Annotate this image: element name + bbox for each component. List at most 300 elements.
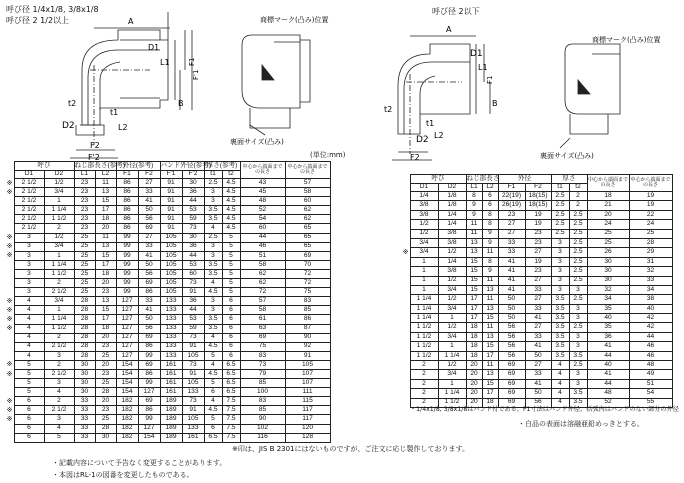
table-cell: 23	[95, 369, 116, 378]
table-cell: 17	[466, 304, 482, 313]
table-cell: 4	[204, 333, 222, 342]
dim-b: B	[178, 99, 184, 108]
table-cell: 13	[482, 332, 498, 341]
table-cell: 6	[14, 406, 44, 415]
table-cell: 15	[466, 257, 482, 266]
table-cell: 42	[629, 314, 672, 323]
table-cell: 27	[525, 323, 551, 332]
table-cell: 2 1/2	[44, 369, 74, 378]
table-row	[400, 238, 672, 247]
right-note-1: ・1/4x1/8, 3/8x1/8はバンド付である。F1寸法はバンド外径、括弧内はバンドのない部分の外径	[410, 406, 679, 413]
table-cell: 46	[629, 351, 672, 360]
r-dim-a: A	[446, 25, 452, 34]
table-cell: 36	[182, 242, 204, 251]
table-cell: 133	[160, 351, 182, 360]
table-cell: 3.5	[204, 324, 222, 333]
left-marking-label: 商標マーク(凸み)位置	[260, 16, 329, 24]
table-cell: 20	[466, 398, 482, 407]
table-cell: 6	[222, 306, 240, 315]
table-cell: 4.5	[204, 406, 222, 415]
table-cell: 1 1/2	[410, 342, 438, 351]
dim-f1: F1	[188, 57, 196, 66]
table-row	[400, 389, 672, 398]
table-cell: 4	[551, 379, 569, 388]
table-cell: 30	[182, 233, 204, 242]
table-cell: 1 1/4	[410, 295, 438, 304]
table-cell: 2	[44, 279, 74, 288]
table-cell: 75	[285, 288, 330, 297]
row-mark: ※	[6, 406, 13, 414]
table-cell: 11	[466, 229, 482, 238]
table-cell: 27	[138, 179, 160, 188]
table-cell: 1 1/4	[410, 304, 438, 313]
table-cell: 7.5	[222, 415, 240, 424]
table-cell: 62	[240, 269, 285, 278]
table-cell: 83	[285, 297, 330, 306]
row-mark: ※	[6, 243, 13, 251]
table-cell: 2.5	[569, 210, 587, 219]
table-cell: 69	[138, 333, 160, 342]
left-col-row: D1 D2 L1 L2 F1 F2 F'1 F'2 t1 t2	[4, 171, 330, 179]
table-cell: 31	[629, 257, 672, 266]
table-cell: 2	[410, 389, 438, 398]
table-cell: 3	[204, 306, 222, 315]
table-cell: 3	[204, 251, 222, 260]
table-cell: 86	[116, 215, 138, 224]
table-cell: 99	[116, 233, 138, 242]
table-cell: 42	[629, 323, 672, 332]
table-cell: 52	[240, 206, 285, 215]
table-cell: 48	[240, 197, 285, 206]
table-cell: 1/4	[410, 192, 438, 201]
table-cell: 99	[116, 251, 138, 260]
table-cell: 25	[95, 351, 116, 360]
row-mark: ※	[6, 415, 13, 423]
table-cell: 1 1/2	[44, 215, 74, 224]
table-row	[400, 285, 672, 294]
row-mark	[400, 389, 410, 398]
table-cell: 107	[285, 369, 330, 378]
table-cell: 52	[587, 398, 629, 407]
table-cell: 3/8	[438, 267, 466, 276]
table-cell: 69	[498, 398, 525, 407]
table-cell: 23	[74, 179, 95, 188]
table-cell: 4	[14, 333, 44, 342]
table-cell: 2	[44, 360, 74, 369]
table-cell: 17	[466, 295, 482, 304]
table-cell: 56	[498, 323, 525, 332]
table-cell: 28	[95, 388, 116, 397]
table-cell: 32	[629, 267, 672, 276]
table-cell: 1 1/4	[438, 389, 466, 398]
table-cell: 105	[182, 351, 204, 360]
table-cell: 56	[138, 215, 160, 224]
table-cell: 2 1/2	[44, 288, 74, 297]
table-cell: 1/2	[438, 276, 466, 285]
table-cell: 18	[466, 351, 482, 360]
table-cell: 73	[240, 360, 285, 369]
table-cell: 85	[285, 306, 330, 315]
table-cell: 3.5	[551, 342, 569, 351]
table-row	[4, 206, 330, 215]
table-cell: 3	[204, 188, 222, 197]
table-cell: 36	[182, 297, 204, 306]
table-cell: 23	[95, 342, 116, 351]
table-cell: 86	[285, 315, 330, 324]
table-row	[400, 351, 672, 360]
r-dim-t2: t2	[384, 105, 393, 114]
table-cell: 91	[182, 369, 204, 378]
table-cell: 19	[629, 192, 672, 201]
right-note-2: ・白品の表面は溶融亜鉛めっきとする。	[518, 420, 644, 428]
table-cell: 50	[525, 389, 551, 398]
table-cell: 3	[551, 267, 569, 276]
table-cell: 6	[222, 333, 240, 342]
r-dim-t1: t1	[426, 119, 435, 128]
table-cell: 128	[285, 433, 330, 442]
table-cell: 73	[182, 224, 204, 233]
dim-l1: L1	[160, 58, 170, 67]
table-cell: 4	[44, 388, 74, 397]
table-cell: 127	[116, 351, 138, 360]
table-cell: 27	[138, 233, 160, 242]
table-cell: 2 1/2	[44, 342, 74, 351]
table-cell: 33	[138, 297, 160, 306]
table-cell: 1	[438, 342, 466, 351]
table-cell: 33	[525, 370, 551, 379]
dim-f1p: F'1	[192, 69, 200, 80]
table-cell: 8	[482, 210, 498, 219]
bottom-note-1: ・記載内容について予告なく変更することがあります。	[52, 459, 227, 467]
table-cell: 13	[466, 248, 482, 257]
r-dim-l2: L2	[434, 131, 444, 140]
table-cell: 1	[410, 257, 438, 266]
table-cell: 3	[14, 251, 44, 260]
table-cell: 30	[74, 360, 95, 369]
table-cell: 127	[138, 424, 160, 433]
table-cell: 189	[160, 415, 182, 424]
table-cell: 38	[629, 295, 672, 304]
table-cell: 17	[482, 351, 498, 360]
table-cell: 5	[222, 233, 240, 242]
table-cell: 1	[410, 267, 438, 276]
table-cell: 3.5	[551, 314, 569, 323]
table-cell: 50	[498, 304, 525, 313]
right-h-gaikei: 外径	[498, 175, 551, 184]
table-row	[4, 415, 330, 424]
table-cell: 117	[285, 406, 330, 415]
table-cell: 3.5	[569, 398, 587, 407]
table-row	[4, 406, 330, 415]
table-cell: 17	[95, 315, 116, 324]
table-cell: 33	[138, 242, 160, 251]
table-cell: 50	[138, 206, 160, 215]
table-cell: 91	[182, 288, 204, 297]
table-cell: 2	[410, 398, 438, 407]
table-cell: 44	[587, 351, 629, 360]
table-cell: 2	[44, 397, 74, 406]
table-cell: 2.5	[569, 323, 587, 332]
table-cell: 1	[438, 314, 466, 323]
table-cell: 6	[204, 424, 222, 433]
table-row	[400, 276, 672, 285]
table-cell: 9	[466, 201, 482, 210]
table-cell: 20	[466, 389, 482, 398]
table-cell: 41	[525, 314, 551, 323]
table-cell: 54	[240, 215, 285, 224]
table-cell: 83	[240, 397, 285, 406]
row-mark	[400, 398, 410, 407]
table-row	[400, 295, 672, 304]
table-cell: 3/4	[410, 238, 438, 247]
row-mark	[4, 379, 14, 388]
table-row	[400, 229, 672, 238]
table-cell: 6	[14, 424, 44, 433]
row-mark	[4, 224, 14, 233]
table-cell: 4	[204, 279, 222, 288]
table-row	[4, 224, 330, 233]
table-cell: 1 1/2	[410, 323, 438, 332]
table-cell: 22(19)	[498, 192, 525, 201]
table-cell: 33	[498, 248, 525, 257]
dim-f2: F2	[90, 141, 100, 150]
table-cell: 25	[95, 415, 116, 424]
table-cell: 36	[587, 332, 629, 341]
dim-f2p: F'2	[88, 153, 100, 162]
table-cell: 4.5	[204, 288, 222, 297]
table-cell: 27	[498, 220, 525, 229]
table-cell: 35	[587, 323, 629, 332]
table-row	[4, 369, 330, 378]
table-cell: 3	[569, 304, 587, 313]
table-cell: 62	[240, 279, 285, 288]
table-cell: 91	[160, 179, 182, 188]
row-mark	[4, 351, 14, 360]
table-cell: 41	[498, 285, 525, 294]
table-cell: 6	[222, 315, 240, 324]
table-cell: 57	[285, 179, 330, 188]
table-cell: 33	[498, 238, 525, 247]
table-cell: 23	[74, 215, 95, 224]
table-cell: 65	[285, 242, 330, 251]
table-cell: 117	[285, 415, 330, 424]
table-cell: 2.5	[551, 220, 569, 229]
table-cell: 1 1/4	[410, 314, 438, 323]
table-cell: 33	[138, 188, 160, 197]
table-cell: 21	[587, 201, 629, 210]
row-mark	[4, 206, 14, 215]
table-cell: 99	[116, 269, 138, 278]
table-cell: 6.5	[204, 433, 222, 442]
table-cell: 44	[240, 233, 285, 242]
table-cell: 92	[285, 342, 330, 351]
table-cell: 154	[116, 360, 138, 369]
table-cell: 2	[44, 333, 74, 342]
table-cell: 3	[551, 238, 569, 247]
table-cell: 61	[240, 315, 285, 324]
table-cell: 90	[285, 333, 330, 342]
table-cell: 2 1/2	[14, 188, 44, 197]
row-mark: ※	[6, 361, 13, 369]
table-cell: 1/2	[438, 295, 466, 304]
table-cell: 29	[629, 248, 672, 257]
table-row	[400, 201, 672, 210]
table-cell: 23	[525, 267, 551, 276]
table-row	[4, 315, 330, 324]
row-mark: ※	[6, 188, 13, 196]
table-cell: 41	[525, 379, 551, 388]
table-cell: 1/2	[44, 233, 74, 242]
table-cell: 161	[160, 360, 182, 369]
table-cell: 189	[160, 433, 182, 442]
dim-a: A	[128, 17, 134, 26]
table-row	[4, 260, 330, 269]
table-cell: 105	[160, 242, 182, 251]
table-cell: 11	[466, 220, 482, 229]
row-mark	[400, 220, 410, 229]
table-cell: 30	[587, 276, 629, 285]
row-mark	[400, 192, 410, 201]
table-cell: 2	[569, 192, 587, 201]
table-cell: 2.5	[569, 276, 587, 285]
table-cell: 5	[14, 388, 44, 397]
table-cell: 1 1/4	[44, 206, 74, 215]
table-cell: 4.5	[222, 206, 240, 215]
table-cell: 4.5	[222, 215, 240, 224]
table-cell: 15	[466, 267, 482, 276]
row-mark	[4, 388, 14, 397]
table-cell: 15	[466, 276, 482, 285]
table-cell: 4	[551, 361, 569, 370]
left-elbow-drawing	[60, 10, 350, 160]
table-cell: 53	[182, 260, 204, 269]
table-cell: 62	[285, 215, 330, 224]
table-cell: 1 1/4	[438, 351, 466, 360]
table-cell: 41	[498, 276, 525, 285]
table-cell: 105	[160, 269, 182, 278]
table-cell: 87	[285, 324, 330, 333]
table-cell: 28	[74, 324, 95, 333]
left-header-line2: 呼び径 2 1/2以上	[6, 16, 70, 25]
table-cell: 34	[629, 285, 672, 294]
table-cell: 46	[629, 342, 672, 351]
table-cell: 25	[74, 251, 95, 260]
table-cell: 102	[240, 424, 285, 433]
table-cell: 27	[525, 361, 551, 370]
table-cell: 6.5	[222, 388, 240, 397]
table-cell: 15	[482, 314, 498, 323]
row-mark	[400, 276, 410, 285]
table-cell: 25	[74, 279, 95, 288]
table-cell: 28	[74, 351, 95, 360]
table-cell: 30	[95, 433, 116, 442]
table-cell: 3.5	[551, 332, 569, 341]
table-cell: 50	[525, 351, 551, 360]
table-cell: 133	[160, 342, 182, 351]
table-cell: 40	[587, 314, 629, 323]
table-cell: 91	[182, 406, 204, 415]
table-cell: 133	[182, 388, 204, 397]
table-cell: 28	[95, 424, 116, 433]
table-cell: 2	[569, 201, 587, 210]
table-cell: 44	[587, 379, 629, 388]
table-row	[400, 304, 672, 313]
right-h-neji: ねじ部長さ	[466, 174, 500, 182]
table-cell: 25	[74, 242, 95, 251]
table-cell: 91	[182, 342, 204, 351]
table-row	[4, 297, 330, 306]
table-cell: 3/4	[438, 332, 466, 341]
table-cell: 13	[482, 285, 498, 294]
table-cell: 2	[410, 370, 438, 379]
table-cell: 58	[240, 306, 285, 315]
row-mark	[4, 433, 14, 442]
table-cell: 86	[116, 224, 138, 233]
row-mark	[400, 285, 410, 294]
row-mark: ※	[6, 252, 13, 260]
table-cell: 107	[285, 379, 330, 388]
table-cell: 85	[240, 379, 285, 388]
table-row	[400, 379, 672, 388]
table-cell: 50	[138, 315, 160, 324]
table-cell: 3.5	[204, 315, 222, 324]
table-cell: 4	[551, 389, 569, 398]
table-cell: 2.5	[569, 220, 587, 229]
left-spec-table	[4, 161, 331, 443]
table-cell: 73	[182, 279, 204, 288]
r-dim-d1: D1	[470, 49, 483, 59]
table-row	[4, 379, 330, 388]
table-row	[400, 210, 672, 219]
table-cell: 2.5	[551, 192, 569, 201]
table-cell: 50	[498, 295, 525, 304]
left-h-neji: ねじ部長さ(参考)	[74, 161, 126, 169]
r-dim-f1: F1	[486, 75, 494, 84]
table-cell: 2	[410, 361, 438, 370]
table-cell: 28	[74, 297, 95, 306]
row-mark	[400, 295, 410, 304]
table-cell: 56	[498, 342, 525, 351]
row-mark	[400, 314, 410, 323]
table-cell: 154	[116, 369, 138, 378]
left-footnote: ※印は、JIS B 2301にはないものですが、ご注文に応じ製作しております。	[232, 445, 469, 453]
table-cell: 11	[482, 248, 498, 257]
table-cell: 13	[95, 188, 116, 197]
table-cell: 23	[95, 288, 116, 297]
table-cell: 5	[204, 379, 222, 388]
table-cell: 5	[222, 269, 240, 278]
table-cell: 26(19)	[498, 201, 525, 210]
table-cell: 15	[466, 285, 482, 294]
table-cell: 25	[74, 233, 95, 242]
table-cell: 24	[629, 220, 672, 229]
table-cell: 69	[240, 333, 285, 342]
table-cell: 40	[629, 304, 672, 313]
table-row	[4, 306, 330, 315]
table-cell: 133	[160, 333, 182, 342]
table-cell: 7.5	[222, 397, 240, 406]
table-cell: 18	[95, 215, 116, 224]
table-cell: 79	[240, 369, 285, 378]
table-cell: 3	[551, 285, 569, 294]
table-cell: 127	[116, 324, 138, 333]
table-row	[4, 179, 330, 188]
table-cell: 2 1/2	[14, 224, 44, 233]
table-cell: 127	[116, 333, 138, 342]
table-cell: 111	[285, 388, 330, 397]
table-cell: 51	[240, 251, 285, 260]
table-cell: 4	[14, 342, 44, 351]
